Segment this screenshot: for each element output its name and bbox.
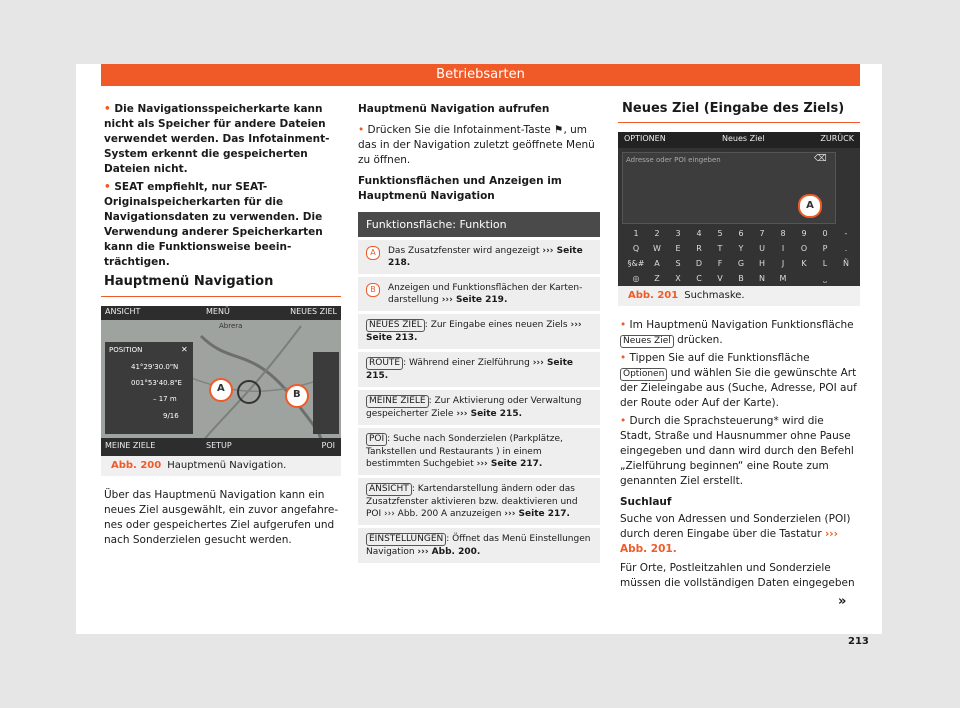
row-reference: ››› Abb. 200.	[417, 547, 481, 557]
keyboard-key[interactable]: 4	[696, 229, 702, 238]
keyboard-key[interactable]: T	[717, 244, 723, 253]
position-title: POSITION	[109, 346, 143, 354]
tab-ansicht: ANSICHT	[105, 307, 141, 316]
keyboard-key[interactable]: 6	[738, 229, 744, 238]
page-number: 213	[848, 636, 869, 647]
subsection-title: Hauptmenü Navigation aufrufen	[358, 103, 550, 115]
row-reference: ››› Seite 217.	[504, 509, 570, 519]
table-row	[358, 314, 600, 349]
keyboard-key[interactable]: 7	[759, 229, 765, 238]
paragraph-suchlauf: Suche von Adressen und Sonderzielen (POI) durch deren Eingabe über die Tastatur ››› Abb. 201.	[620, 513, 851, 555]
keyboard-key[interactable]: 1	[633, 229, 639, 238]
keyboard-key[interactable]: N	[759, 274, 765, 283]
divider	[101, 296, 341, 297]
keyboard-key[interactable]: Y	[738, 244, 744, 253]
marker-a: A	[798, 194, 822, 218]
section-title-neues-ziel: Neues Ziel (Eingabe des Ziels)	[622, 101, 845, 116]
row-reference: ››› Seite 215.	[366, 358, 574, 381]
keyboard-key[interactable]: D	[695, 259, 703, 268]
keyboard-key[interactable]: C	[696, 274, 702, 283]
keyboard-key[interactable]: -	[844, 229, 848, 238]
keyboard-key[interactable]: X	[675, 274, 681, 283]
tab-meine-ziele: MEINE ZIELE	[105, 441, 156, 450]
marker-b: B	[293, 389, 301, 400]
keyboard-key[interactable]: 2	[654, 229, 660, 238]
table-row	[358, 240, 600, 274]
table-row	[358, 352, 600, 387]
keyboard-key[interactable]: F	[717, 259, 723, 268]
backspace-icon: ⌫	[814, 154, 827, 164]
row-text: : Zur Aktivierung oder Verwaltung gespeicherter Ziele	[366, 396, 582, 419]
instruction-1: • Im Hauptmenü Navigation Funktionsfläche Neues Ziel drücken.	[620, 319, 854, 346]
zurueck-button: ZURÜCK	[820, 134, 854, 143]
marker-a: A	[217, 383, 225, 394]
keyboard-key[interactable]: O	[800, 244, 808, 253]
keyboard-key[interactable]: W	[653, 244, 661, 253]
keyboard-key[interactable]: J	[781, 259, 785, 268]
keyboard-key[interactable]: B	[738, 274, 744, 283]
map-place-label: Abrera	[219, 322, 243, 330]
column-2	[358, 102, 600, 563]
screen-title: Neues Ziel	[722, 134, 765, 143]
table-row	[358, 390, 600, 425]
table-row	[358, 478, 600, 525]
keyboard-key[interactable]: L	[822, 259, 828, 268]
keyboard-key[interactable]: S	[675, 259, 681, 268]
keyboard-key[interactable]: H	[758, 259, 765, 268]
figure-search-mask	[618, 132, 860, 286]
row-reference: ››› Seite 215.	[456, 409, 523, 419]
optionen-button: OPTIONEN	[624, 134, 666, 143]
instruction-3: • Durch die Sprachsteuerung* wird die Stadt, Straße und Hausnummer ohne Pause eingegeben und dann wird durch den Befehl „Zielführung beginnen“ eine Route zum genannten Ziel erstellt.	[620, 415, 854, 487]
paragraph-continued: Für Orte, Postleitzahlen und Sonderziele müssen die vollständigen Daten eingegeben	[620, 562, 855, 589]
step-text: • Drücken Sie die Infotainment-Taste ⚑, um das in der Navigation zuletzt geöffnete Menü zu öffnen.	[358, 124, 595, 166]
keyboard-key[interactable]: 3	[675, 229, 681, 238]
keyboard-key[interactable]: ◎	[632, 274, 640, 283]
keyboard-key[interactable]: E	[675, 244, 681, 253]
satellites-value: 9/16	[163, 412, 179, 420]
divider	[618, 122, 860, 123]
caption-abb-200: Abb. 200 Hauptmenü Navigation.	[101, 456, 341, 476]
caption-abb-201: Abb. 201 Suchmaske.	[618, 286, 860, 306]
row-text: Anzeigen und Funktionsflächen der Kartendarstellung	[388, 283, 583, 305]
keyboard-key[interactable]: Ñ	[843, 259, 849, 268]
header-bar: Betriebsarten	[101, 64, 860, 86]
row-reference: ››› Seite 213.	[366, 320, 582, 343]
function-table	[358, 212, 600, 563]
table-intro: Funktionsflächen und Anzeigen im Hauptmenü Navigation	[358, 175, 562, 202]
subheading-suchlauf: Suchlauf	[620, 496, 672, 508]
row-function-tag: ANSICHT	[366, 483, 412, 496]
row-text: : Öffnet das Menü Einstellungen Navigation	[366, 534, 591, 557]
keyboard-key[interactable]	[836, 271, 856, 286]
row-function-tag: MEINE ZIELE	[366, 395, 429, 408]
row-function-tag: NEUES ZIEL	[366, 319, 425, 332]
instruction-2: • Tippen Sie auf die Funktionsfläche Optionen und wählen Sie die gewünschte Art der Zieleingabe aus (Suche, Adresse, POI auf der Route oder Auf der Karte).	[620, 352, 857, 409]
latitude-value: 41°29'30.0"N	[131, 363, 179, 371]
row-text: : Suche nach Sonderzielen (Parkplätze, Tankstellen und Restaurants ) in einem bestimmten Suchgebiet	[366, 434, 563, 469]
continue-marker: »	[838, 594, 847, 609]
search-input-placeholder: Adresse oder POI eingeben	[626, 156, 721, 164]
keyboard-key[interactable]: ⎵	[823, 274, 827, 283]
row-text: : Zur Eingabe eines neuen Ziels	[424, 320, 568, 330]
note-1: • Die Navigationsspeicherkarte kann nicht als Speicher für andere Dateien verwendet werden. Das Infotainment-System erkennt die gespeicherten Dateien nicht.	[104, 103, 330, 175]
keyboard-key[interactable]: 5	[717, 229, 723, 238]
row-reference: ››› Seite 217.	[476, 459, 543, 469]
row-marker: A	[366, 246, 380, 260]
table-row	[358, 428, 600, 475]
body-text-1: Über das Hauptmenü Navigation kann ein neues Ziel ausgewählt, ein zuvor angefahrenes oder gespeichertes Ziel aufgerufen und nach Sonderzielen gesucht werden.	[104, 489, 339, 546]
tab-neues-ziel: NEUES ZIEL	[290, 307, 337, 316]
keyboard-key[interactable]: V	[717, 274, 723, 283]
tab-poi: POI	[321, 441, 335, 450]
note-box	[104, 102, 336, 270]
keyboard-key[interactable]	[794, 271, 814, 286]
keyboard-key[interactable]: U	[759, 244, 765, 253]
longitude-value: 001°53'40.8"E	[131, 379, 182, 387]
row-reference: ››› Seite 218.	[388, 246, 583, 268]
table-row	[358, 528, 600, 563]
tab-menu: MENÜ	[206, 307, 230, 316]
row-marker: B	[366, 283, 380, 297]
keyboard-key[interactable]: 0	[822, 229, 828, 238]
row-reference: ››› Seite 219.	[441, 295, 508, 305]
tab-setup: SETUP	[206, 441, 232, 450]
table-header: Funktionsfläche: Funktion	[358, 212, 600, 237]
figure-navigation-screen	[101, 306, 341, 456]
keyboard-key[interactable]: G	[737, 259, 745, 268]
keyboard-key[interactable]: A	[654, 259, 660, 268]
keyboard-key[interactable]: I	[781, 244, 785, 253]
keyboard-key[interactable]: Q	[632, 244, 640, 253]
row-text: : Kartendarstellung ändern oder das Zusatzfenster aktivieren bzw. deaktivieren und POI ››› Abb. 200 A anzuzeigen	[366, 484, 578, 519]
row-function-tag: ROUTE	[366, 357, 403, 370]
keyboard-key[interactable]: §&#	[627, 259, 645, 268]
table-row	[358, 277, 600, 311]
keyboard-key[interactable]: 8	[780, 229, 786, 238]
keyboard-key[interactable]: R	[696, 244, 702, 253]
section-title-hauptmenu: Hauptmenü Navigation	[104, 274, 274, 289]
keyboard-key[interactable]: .	[844, 244, 848, 253]
keyboard-key[interactable]: P	[822, 244, 828, 253]
row-function-tag: POI	[366, 433, 387, 446]
altitude-value: – 17 m	[153, 395, 177, 403]
column-3-text	[620, 318, 858, 591]
keyboard-key[interactable]: Z	[654, 274, 660, 283]
row-function-tag: EINSTELLUNGEN	[366, 533, 446, 546]
close-icon: ✕	[181, 345, 188, 354]
keyboard-key[interactable]: K	[801, 259, 807, 268]
row-text: : Während einer Zielführung	[403, 358, 530, 368]
keyboard-key[interactable]: M	[779, 274, 787, 283]
note-2: • SEAT empfiehlt, nur SEAT-Originalspeicherkarten für die Navigationsdaten zu verwenden. Die Verwendung anderer Speicherkarten kann die Funktionsweise beeinträchtigen.	[104, 181, 323, 268]
keyboard-key[interactable]: 9	[801, 229, 807, 238]
row-text: Das Zusatzfenster wird angezeigt	[388, 246, 540, 256]
